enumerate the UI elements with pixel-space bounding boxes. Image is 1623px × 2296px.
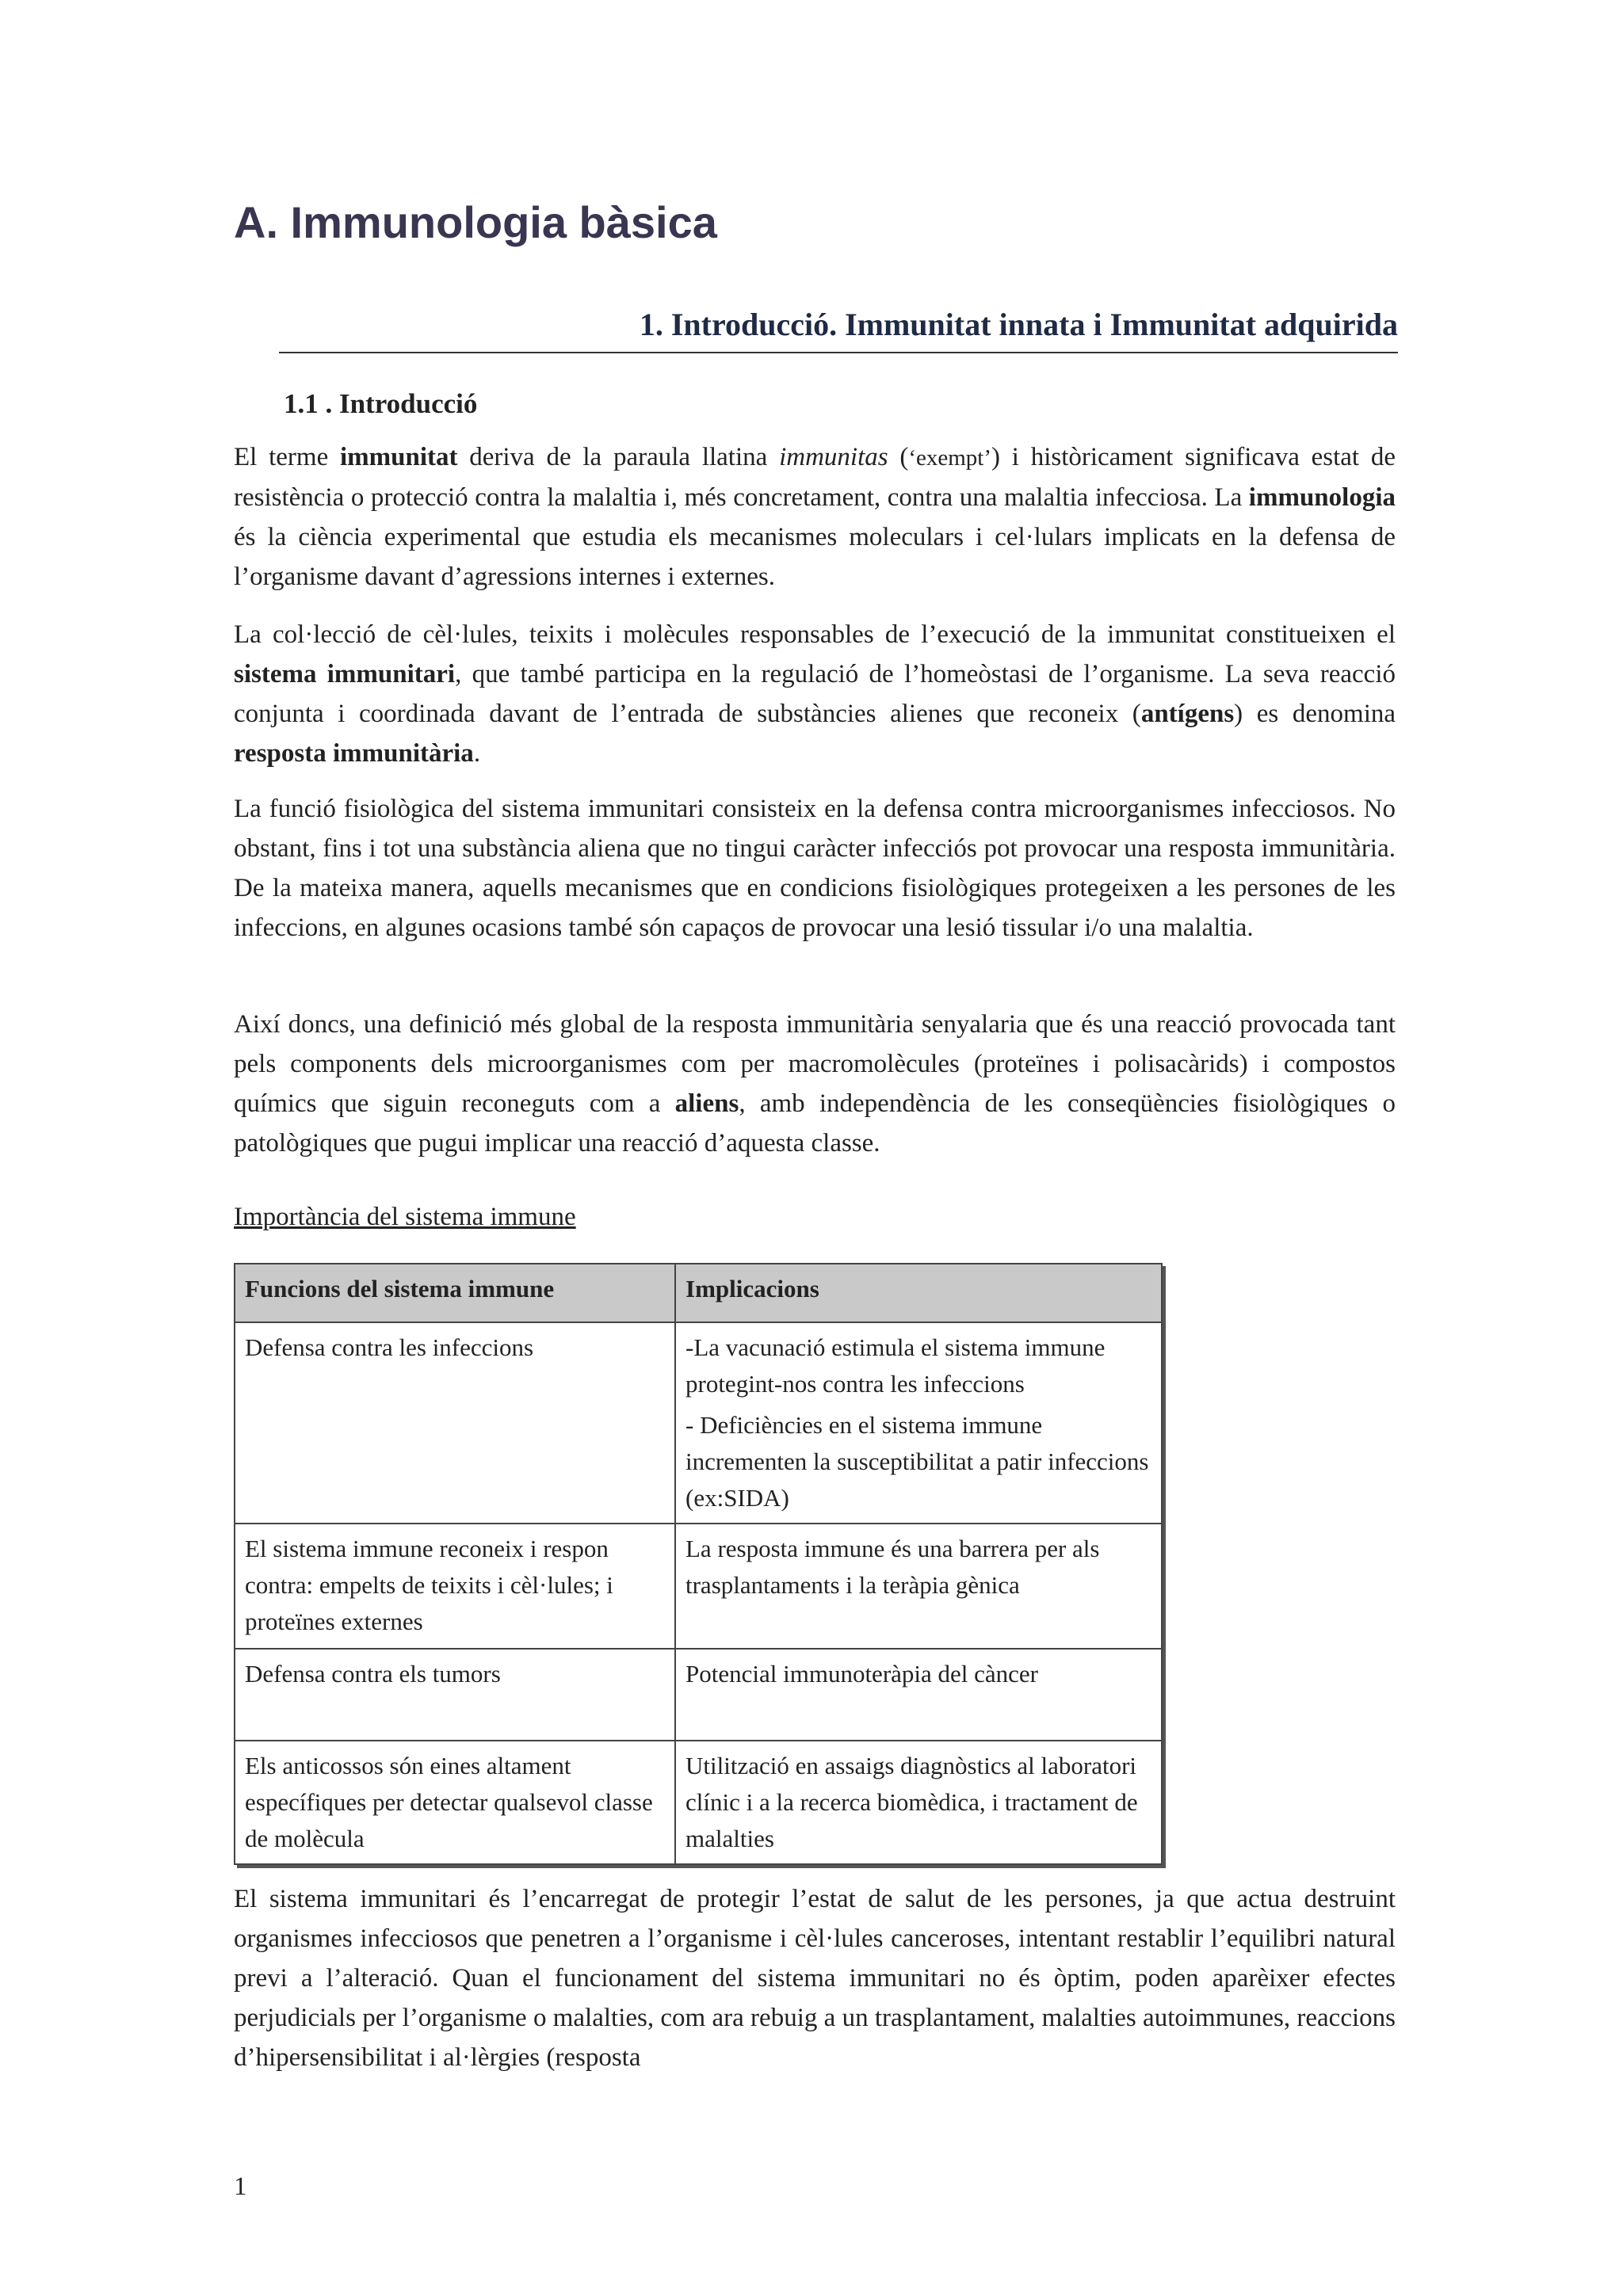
implication-cell: Utilització en assaigs diagnòstics al laboratori clínic i a la recerca biomèdica, i tractament de malalties <box>675 1741 1162 1864</box>
paragraph-global-definition: Així doncs, una definició més global de la resposta immunitària senyalaria que és una reacció provocada tant pels components dels microorganismes com per macromolècules (proteïnes i polisacàrids) i compostos químics que siguin reconeguts com a aliens, amb independència de les conseqüències fisiològiques o patològiques que pugui implicar una reacció d’aquesta classe. <box>234 1010 1396 1158</box>
paragraph-immune-role: El sistema immunitari és l’encarregat de protegir l’estat de salut de les persones, ja que actua destruint organismes infecciosos que penetren a l’organisme i cèl·lules canceroses, intentant restablir l’equilibri natural previ a l’alteració. Quan el funcionament del sistema immunitari no és òptim, poden aparèixer efectes perjudicials per l’organisme o malalties, com ara rebuig a un trasplantament, malalties autoimmunes, reaccions d’hipersensibilitat i al·lèrgies (resposta <box>234 1885 1396 2072</box>
importance-table <box>234 1263 1163 1865</box>
function-cell: El sistema immune reconeix i respon contra: empelts de teixits i cèl·lules; i proteïnes externes <box>235 1524 675 1649</box>
table-row <box>235 1741 1162 1864</box>
implication-text: -La vacunació estimula el sistema immune protegint-nos contra les infeccions <box>685 1333 1106 1398</box>
function-cell: Defensa contra els tumors <box>235 1649 675 1741</box>
table-row <box>235 1649 1162 1741</box>
column-header-implications: Implicacions <box>675 1264 1162 1322</box>
subsection-heading: 1.1 . Introducció <box>284 388 478 419</box>
table-row <box>235 1524 1162 1649</box>
function-cell: Defensa contra les infeccions <box>235 1322 675 1524</box>
implication-text: - Deficiències en el sistema immune incrementen la susceptibilitat a patir infeccions (ex:SIDA) <box>685 1411 1149 1512</box>
paragraph-immune-system: La col·lecció de cèl·lules, teixits i molècules responsables de l’execució de la immunitat constitueixen el sistema immunitari, que també participa en la regulació de l’homeòstasi de l’organisme. La seva reacció conjunta i coordinada davant de l’entrada de substàncies alienes que reconeix (antígens) es denomina resposta immunitària. <box>234 620 1396 768</box>
chapter-heading: 1. Introducció. Immunitat innata i Immunitat adquirida <box>279 303 1398 353</box>
table-header-row <box>235 1264 1162 1322</box>
implication-cell: La resposta immune és una barrera per als trasplantaments i la teràpia gènica <box>675 1524 1162 1649</box>
page-number: 1 <box>234 2172 247 2201</box>
table-row <box>235 1322 1162 1524</box>
column-header-functions: Funcions del sistema immune <box>235 1264 675 1322</box>
paragraph-immunity-definition: El terme immunitat deriva de la paraula llatina immunitas (‘exempt’) i històricament significava estat de resistència o protecció contra la malaltia i, més concretament, contra una malaltia infecciosa. La immunologia és la ciència experimental que estudia els mecanismes moleculars i cel·lulars implicats en la defensa de l’organisme davant d’agressions internes i externes. <box>234 443 1396 591</box>
table-heading: Importància del sistema immune <box>234 1203 576 1231</box>
function-cell: Els anticossos són eines altament específiques per detectar qualsevol classe de molècula <box>235 1741 675 1864</box>
implication-cell <box>675 1322 1162 1524</box>
implication-cell: Potencial immunoteràpia del càncer <box>675 1649 1162 1741</box>
document-title: A. Immunologia bàsica <box>234 197 717 247</box>
paragraph-physiological-function: La funció fisiològica del sistema immunitari consisteix en la defensa contra microorganismes infecciosos. No obstant, fins i tot una substància aliena que no tingui caràcter infecciós pot provocar una resposta immunitària. De la mateixa manera, aquells mecanismes que en condicions fisiològiques protegeixen a les persones de les infeccions, en algunes ocasions també són capaços de provocar una lesió tissular i/o una malaltia. <box>234 795 1396 942</box>
